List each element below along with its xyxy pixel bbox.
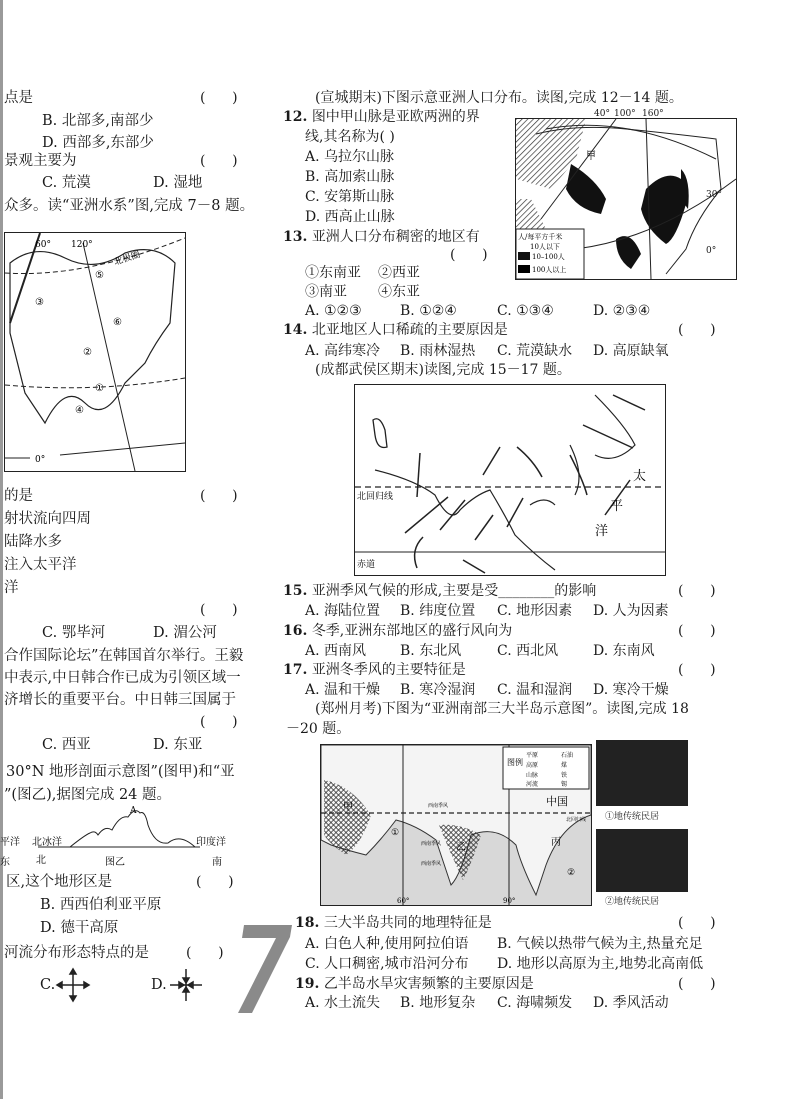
option: D. 德干高原 [40, 920, 119, 936]
page-edge [0, 0, 3, 1099]
map-mark: ⑥ [113, 317, 122, 328]
intro-text: ”(图乙),据图完成 24 题。 [4, 787, 172, 803]
profile-label: 东 [0, 857, 10, 868]
option: D. 人为因素 [593, 603, 669, 619]
profile-label: 南 [212, 857, 222, 868]
lon-label: 120° [71, 240, 93, 250]
legend-item: 高原 [526, 762, 539, 769]
lat-label: 30° [706, 190, 722, 200]
answer-blank: ( ) [678, 662, 716, 678]
lon-label: 90° [503, 897, 516, 905]
option: C. 荒漠 [42, 175, 91, 191]
legend-item: 河流 [526, 781, 539, 788]
option: B. 雨林湿热 [400, 343, 476, 359]
option: C. [40, 977, 56, 993]
map-label: 中国 [546, 795, 568, 808]
question-number: 12. [283, 109, 308, 125]
arrows-inward-icon [168, 967, 204, 1003]
legend-item: 煤 [561, 762, 568, 769]
option: C. 西北风 [497, 643, 559, 659]
option: D. [151, 977, 167, 993]
peninsula-map [320, 744, 592, 906]
question-number: 17. [283, 662, 308, 678]
option: C. 西亚 [42, 737, 91, 753]
option: 陆降水多 [4, 534, 62, 550]
answer-blank: ( ) [200, 153, 238, 169]
arrows-outward-icon [55, 967, 91, 1003]
profile-label: 北 [36, 855, 46, 866]
intro-text: 30°N 地形剖面示意图”(图甲)和“亚 [6, 764, 235, 780]
photo-dwelling-2 [596, 829, 688, 892]
question-number: 19. [295, 976, 320, 992]
tropic-label: 北回归线 [357, 492, 394, 502]
ocean-label: 平 [610, 499, 624, 514]
option: C. 荒漠缺水 [497, 343, 573, 359]
answer-blank: ( ) [200, 488, 238, 504]
option: C. 鄂毕河 [42, 625, 106, 641]
map-label: 乙 [456, 842, 466, 853]
option: B. 寒冷湿润 [400, 682, 476, 698]
question-number: 16. [283, 623, 308, 639]
answer-blank: ( ) [678, 322, 716, 338]
map-mark: ④ [75, 405, 84, 416]
profile-label: 平洋 [0, 837, 20, 848]
answer-blank: ( ) [200, 90, 238, 106]
option: D. 季风活动 [593, 995, 669, 1011]
intro-text: －20 题。 [286, 721, 351, 737]
profile-label: 北冰洋 [32, 837, 62, 848]
legend-title: 人/每平方千米 [518, 233, 563, 241]
map-label: 西南季风 [428, 803, 449, 809]
answer-blank: ( ) [200, 602, 238, 618]
ocean-label: 洋 [595, 524, 609, 539]
answer-blank: ( ) [678, 583, 716, 599]
option: C. 地形因素 [497, 603, 573, 619]
profile-caption: 图乙 [105, 857, 125, 868]
map-label: 西南季风 [421, 861, 442, 867]
question-stem: 点是 [4, 90, 33, 106]
map-label: 丙 [551, 837, 561, 848]
option: D. 西高止山脉 [305, 209, 395, 225]
arctic-label: 北极圈 [112, 249, 142, 268]
map-label: 北回归线 [566, 817, 587, 823]
intro-text: (宣城期末)下图示意亚洲人口分布。读图,完成 12－14 题。 [315, 90, 683, 106]
passage-line: 中表示,中日韩合作已成为引领区域一 [4, 670, 241, 686]
legend-item: 铁 [561, 772, 568, 779]
legend-item: 锡 [561, 781, 568, 788]
map-label: ② [567, 868, 576, 878]
answer-blank: ( ) [186, 945, 224, 961]
map-label: 甲 [343, 802, 353, 813]
option: B. 气候以热带气候为主,热量充足 [497, 936, 703, 952]
lon-label: 160° [642, 109, 664, 119]
mountain-label: 甲 [586, 151, 596, 162]
legend-item: 山脉 [526, 772, 539, 779]
legend-item: 平原 [526, 752, 539, 759]
question-stem: 景观主要为 [4, 153, 77, 169]
option: D. 高原缺氧 [593, 343, 669, 359]
answer-blank: ( ) [678, 915, 716, 931]
option: C. 海啸频发 [497, 995, 573, 1011]
lon-label: 100° [614, 109, 636, 119]
question-number: 18. [295, 915, 320, 931]
option: B. 东北风 [400, 643, 462, 659]
lon-label: 40° [594, 109, 610, 119]
answer-blank: ( ) [200, 714, 238, 730]
passage-line: 济增长的重要平台。中日韩三国属于 [4, 692, 236, 708]
option: A. ①②③ [305, 303, 362, 319]
option: A. 海陆位置 [305, 603, 381, 619]
lon-label: 60° [397, 897, 410, 905]
option: B. 西西伯利亚平原 [40, 897, 162, 913]
population-map [515, 118, 737, 280]
option: D. 湿地 [153, 175, 203, 191]
option: A. 高纬寒冷 [305, 343, 381, 359]
item: ④东亚 [378, 284, 420, 300]
option: A. 温和干燥 [305, 682, 381, 698]
intro-text: 众多。读“亚洲水系”图,完成 7－8 题。 [4, 198, 255, 214]
passage-line: 合作国际论坛”在韩国首尔举行。王毅 [4, 648, 244, 664]
asia-water-map [4, 232, 186, 472]
map-mark: ① [95, 383, 104, 394]
option: D. 东亚 [153, 737, 203, 753]
legend-item: 石油 [561, 752, 574, 759]
legend-item: 10–100人 [532, 253, 565, 261]
question-stem: 亚洲季风气候的形成,主要是受________的影响 [311, 583, 597, 599]
option: B. ①②④ [400, 303, 457, 319]
map-label: 西南季风 [421, 841, 442, 847]
question-number: 13. [283, 229, 308, 245]
option: A. 白色人种,使用阿拉伯语 [305, 936, 469, 952]
lon-label: 60° [35, 240, 51, 250]
option: D. ②③④ [593, 303, 651, 319]
intro-text: (成都武侯区期末)读图,完成 15－17 题。 [315, 362, 571, 378]
option: A. 水土流失 [305, 995, 381, 1011]
question-stem: 的是 [4, 488, 33, 504]
question-number: 14. [283, 322, 308, 338]
answer-blank: ( ) [678, 976, 716, 992]
question-stem: 亚洲冬季风的主要特征是 [311, 662, 466, 678]
equator-label: 赤道 [357, 560, 376, 570]
option: D. 东南风 [593, 643, 655, 659]
question-stem: 线,其名称为( ) [305, 129, 395, 145]
option: C. 人口稠密,城市沿河分布 [305, 956, 469, 972]
item: ②西亚 [378, 265, 420, 281]
option: 注入太平洋 [4, 557, 77, 573]
option: B. 北部多,南部少 [42, 113, 154, 129]
equator-label: 0° [35, 455, 46, 465]
question-stem: 图中甲山脉是亚欧两洲的界 [311, 109, 480, 125]
option: 射状流向四周 [4, 511, 91, 527]
question-stem: 乙半岛水旱灾害频繁的主要原因是 [323, 976, 534, 992]
option: 洋 [4, 580, 19, 596]
option: B. 纬度位置 [400, 603, 476, 619]
photo-dwelling-1 [596, 740, 688, 806]
option: D. 湄公河 [153, 625, 217, 641]
ocean-label: 太 [633, 469, 647, 484]
terrain-profile [0, 805, 240, 870]
option: C. ①③④ [497, 303, 554, 319]
map-mark: ② [83, 347, 92, 358]
option: A. 西南风 [305, 643, 367, 659]
intro-text: (郑州月考)下图为“亚洲南部三大半岛示意图”。读图,完成 18 [315, 701, 689, 717]
legend-title: 图例 [507, 758, 523, 767]
question-stem: 三大半岛共同的地理特征是 [323, 915, 492, 931]
option: C. 安第斯山脉 [305, 189, 395, 205]
option: C. 温和湿润 [497, 682, 573, 698]
photo-caption: ①地传统民居 [605, 812, 660, 822]
question-stem: 区,这个地形区是 [6, 874, 113, 890]
map-label: ① [391, 828, 400, 838]
map-mark: ⑤ [95, 270, 104, 281]
answer-blank: ( ) [196, 874, 234, 890]
answer-blank: ( ) [678, 623, 716, 639]
option: B. 地形复杂 [400, 995, 476, 1011]
item: ③南亚 [305, 284, 347, 300]
legend-item: 10人以下 [530, 243, 560, 251]
profile-label: 印度洋 [196, 837, 226, 848]
photo-caption: ②地传统民居 [605, 897, 660, 907]
legend-item: 100人以上 [532, 266, 567, 274]
question-number: 15. [283, 583, 308, 599]
monsoon-wind-map [354, 384, 666, 576]
option: A. 乌拉尔山脉 [305, 149, 395, 165]
option: D. 地形以高原为主,地势北高南低 [497, 956, 704, 972]
peak-label: A [130, 806, 137, 816]
lat-label: 0° [706, 246, 717, 256]
option: B. 高加索山脉 [305, 169, 395, 185]
question-stem: 北亚地区人口稀疏的主要原因是 [311, 322, 508, 338]
option: D. 西部多,东部少 [42, 135, 154, 151]
map-mark: ③ [35, 297, 44, 308]
page-number-decor [232, 925, 294, 1015]
question-stem: 河流分布形态特点的是 [4, 945, 149, 961]
answer-blank: ( ) [450, 247, 488, 263]
question-stem: 亚洲人口分布稠密的地区有 [311, 229, 480, 245]
option: D. 寒冷干燥 [593, 682, 669, 698]
item: ①东南亚 [305, 265, 361, 281]
question-stem: 冬季,亚洲东部地区的盛行风向为 [311, 623, 513, 639]
